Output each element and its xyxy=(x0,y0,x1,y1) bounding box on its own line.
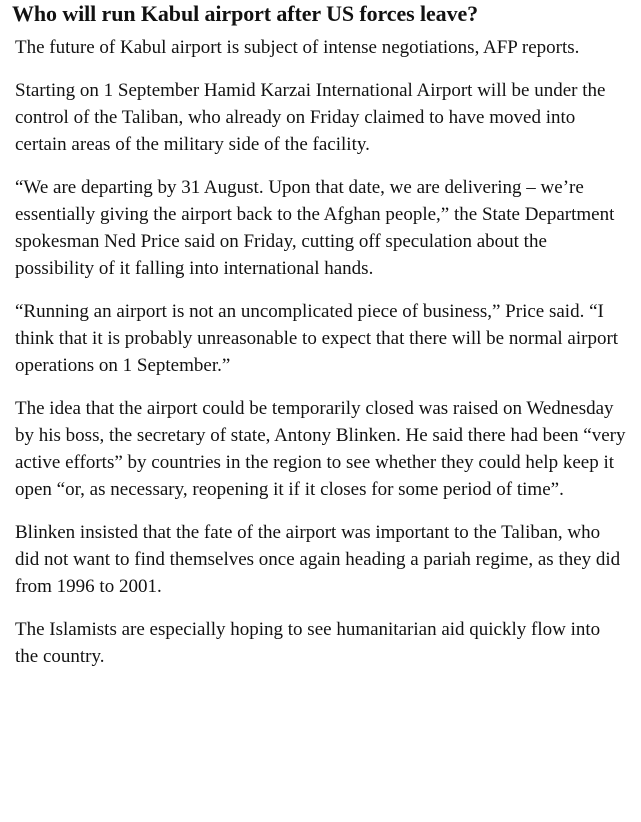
article-paragraph-1: The future of Kabul airport is subject of intense negotiations, AFP reports. xyxy=(15,37,580,58)
article-paragraph-6: Blinken insisted that the fate of the airport was important to the Taliban, who did not want to find themselves once again heading a pariah regime, as they did from 1996 to 2001. xyxy=(15,522,621,597)
article-paragraph-2: Starting on 1 September Hamid Karzai International Airport will be under the control of the Taliban, who already on Friday claimed to have moved into certain areas of the military side of the facility. xyxy=(15,80,606,155)
article-paragraph-3: “We are departing by 31 August. Upon that date, we are delivering – we’re essentially giving the airport back to the Afghan people,” the State Department spokesman Ned Price said on Friday, cutting off speculation about the possibility of it falling into international hands. xyxy=(15,177,615,279)
article-body xyxy=(12,0,627,686)
article-paragraph-4: “Running an airport is not an uncomplicated piece of business,” Price said. “I think that it is probably unreasonable to expect that there will be normal airport operations on 1 September.” xyxy=(15,301,619,376)
article-paragraph-5: The idea that the airport could be temporarily closed was raised on Wednesday by his boss, the secretary of state, Antony Blinken. He said there had been “very active efforts” by countries in the region to see whether they could help keep it open “or, as necessary, reopening it if it closes for some period of time”. xyxy=(15,398,626,500)
article-paragraph-7: The Islamists are especially hoping to see humanitarian aid quickly flow into the country. xyxy=(15,619,601,667)
article-headline: Who will run Kabul airport after US forces leave? xyxy=(12,1,479,26)
